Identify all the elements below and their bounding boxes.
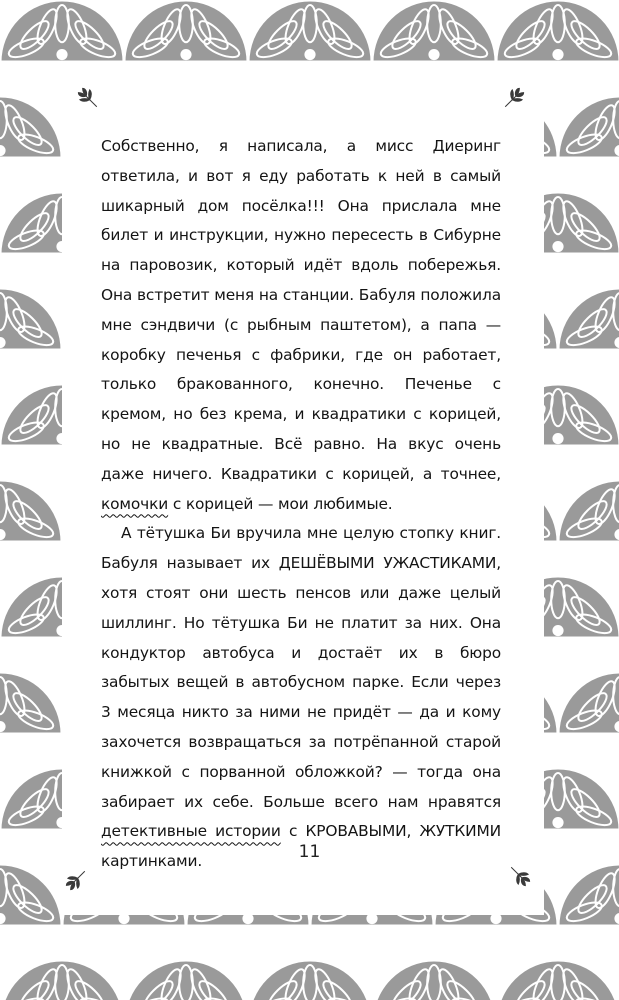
- leaf-sprig-icon: [64, 866, 90, 892]
- page-number: 11: [298, 842, 321, 862]
- paragraph: [101, 132, 501, 519]
- text-run: с корицей — мои любимые.: [168, 494, 393, 513]
- text-run: с КРОВАВЫМИ, ЖУТКИМИ картинками.: [101, 822, 501, 871]
- body-text: [101, 132, 501, 877]
- leaf-sprig-icon: [506, 862, 532, 888]
- text-run: А тётушка Би вручила мне целую стопку книг. Бабуля называет их ДЕШЁВЫМИ УЖАСТИКАМИ, хотя стоят они шесть пенсов или даже целый шиллинг. Но тётушка Би не платит за них. Она кондуктор автобуса и достаёт их в бюро забытых вещей в автобусном парке. Если через 3 месяца никто за ними не придёт — да и кому захочется возвращаться за потрёпанной старой книжкой с порванной обложкой? — тогда она забирает их себе. Больше всего нам нравятся: [101, 524, 501, 811]
- paragraph: [101, 519, 501, 877]
- squiggle-underlined-phrase: комочки: [101, 494, 169, 513]
- leaf-sprig-icon: [500, 86, 526, 112]
- squiggle-underlined-phrase: детективные истории: [101, 822, 281, 841]
- leaf-sprig-icon: [76, 86, 102, 112]
- text-run: Собственно, я написала, а мисс Диеринг ответила, и вот я еду работать к ней в самый шикарный дом посёлка!!! Она прислала мне билет и инструкции, нужно пересесть в Сибурне на паровозик, который идёт вдоль побережья. Она встретит меня на станции. Бабуля положила мне сэндвичи (с рыбным паштетом), а папа — коробку печенья с фабрики, где он работает, только бракованного, конечно. Печенье с кремом, но без крема, и квадратики с корицей, но не квадратные. Всё равно. На вкус очень даже ничего. Квадратики с корицей, а точнее,: [101, 137, 501, 483]
